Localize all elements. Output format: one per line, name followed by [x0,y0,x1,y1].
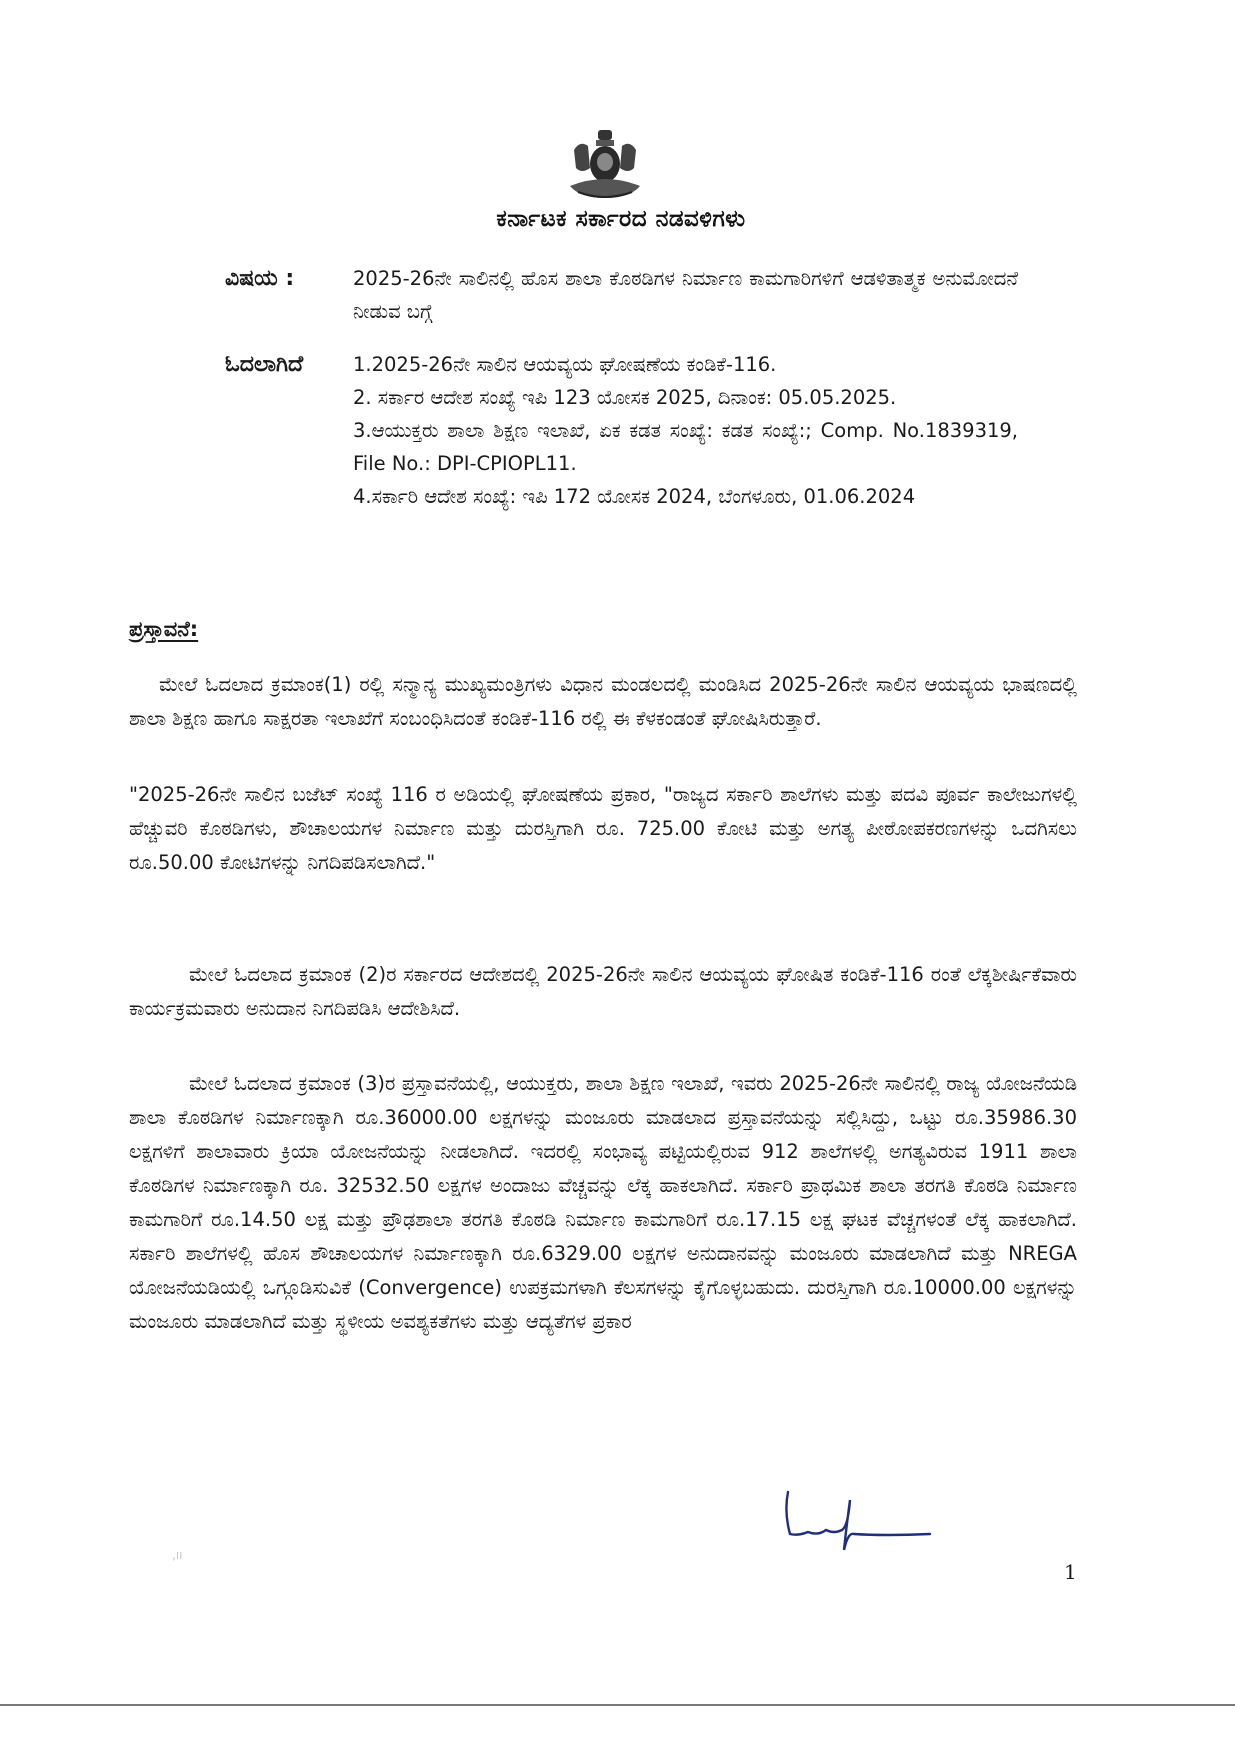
reference-item: 2. ಸರ್ಕಾರ ಆದೇಶ ಸಂಖ್ಯೆ ಇಪಿ 123 ಯೋಸಕ 2025, ದಿನಾಂಕ: 05.05.2025. [353,386,897,409]
subject-text: 2025-26ನೇ ಸಾಲಿನಲ್ಲಿ ಹೊಸ ಶಾಲಾ ಕೊಠಡಿಗಳ ನಿರ್ಮಾಣ ಕಾಮಗಾರಿಗಳಿಗೆ ಆಡಳಿತಾತ್ಮಕ ಅನುಮೋದನೆ ನೀಡುವ ಬಗ್ಗೆ [353,267,1018,323]
footer-divider [0,1704,1235,1706]
karnataka-emblem-icon [560,128,650,206]
subject-label: ವಿಷಯ : [225,266,295,291]
references-label: ಓದಲಾಗಿದೆ [225,352,304,377]
page-number: 1 [1064,1560,1077,1584]
reference-item: 3.ಆಯುಕ್ತರು ಶಾಲಾ ಶಿಕ್ಷಣ ಇಲಾಖೆ, ಏಕ ಕಡತ ಸಂಖ್ಯೆ: ಕಡತ ಸಂಖ್ಯೆ:; Comp. No.1839319, File No.: DPI-CPIOPL11. [353,419,1018,475]
budget-quote-paragraph [129,778,1077,880]
document-heading: ಕರ್ನಾಟಕ ಸರ್ಕಾರದ ನಡವಳಿಗಳು [496,206,746,232]
paragraph-text: "2025-26ನೇ ಸಾಲಿನ ಬಜೆಟ್ ಸಂಖ್ಯೆ 116 ರ ಅಡಿಯಲ್ಲಿ ಘೋಷಣೆಯ ಪ್ರಕಾರ, "ರಾಜ್ಯದ ಸರ್ಕಾರಿ ಶಾಲೆಗಳು ಮತ್ತು ಪದವಿ ಪೂರ್ವ ಕಾಲೇಜುಗಳಲ್ಲಿ ಹೆಚ್ಚುವರಿ ಕೊಠಡಿಗಳು, ಶೌಚಾಲಯಗಳ ನಿರ್ಮಾಣ ಮತ್ತು ದುರಸ್ತಿಗಾಗಿ ರೂ. 725.00 ಕೋಟಿ ಮತ್ತು ಅಗತ್ಯ ಪೀಠೋಪಕರಣಗಳನ್ನು ಒದಗಿಸಲು ರೂ.50.00 ಕೋಟಿಗಳನ್ನು ನಿಗದಿಪಡಿಸಲಾಗಿದೆ." [129,783,1077,874]
preamble-paragraph [129,958,1077,1026]
paragraph-text: ಮೇಲೆ ಓದಲಾದ ಕ್ರಮಾಂಕ (3)ರ ಪ್ರಸ್ತಾವನೆಯಲ್ಲಿ, ಆಯುಕ್ತರು, ಶಾಲಾ ಶಿಕ್ಷಣ ಇಲಾಖೆ, ಇವರು 2025-26ನೇ ಸಾಲಿನಲ್ಲಿ ರಾಜ್ಯ ಯೋಜನೆಯಡಿ ಶಾಲಾ ಕೊಠಡಿಗಳ ನಿರ್ಮಾಣಕ್ಕಾಗಿ ರೂ.36000.00 ಲಕ್ಷಗಳನ್ನು ಮಂಜೂರು ಮಾಡಲಾದ ಪ್ರಸ್ತಾವನೆಯನ್ನು ಸಲ್ಲಿಸಿದ್ದು, ಒಟ್ಟು ರೂ.35986.30 ಲಕ್ಷಗಳಿಗೆ ಶಾಲಾವಾರು ಕ್ರಿಯಾ ಯೋಜನೆಯನ್ನು ನೀಡಲಾಗಿದೆ. ಇದರಲ್ಲಿ ಸಂಭಾವ್ಯ ಪಟ್ಟಿಯಲ್ಲಿರುವ 912 ಶಾಲೆಗಳಲ್ಲಿ ಅಗತ್ಯವಿರುವ 1911 ಶಾಲಾ ಕೊಠಡಿಗಳ ನಿರ್ಮಾಣಕ್ಕಾಗಿ ರೂ. 32532.50 ಲಕ್ಷಗಳ ಅಂದಾಜು ವೆಚ್ಚವನ್ನು ಲೆಕ್ಕ ಹಾಕಲಾಗಿದೆ. ಸರ್ಕಾರಿ ಪ್ರಾಥಮಿಕ ಶಾಲಾ ತರಗತಿ ಕೊಠಡಿ ನಿರ್ಮಾಣ ಕಾಮಗಾರಿಗೆ ರೂ.14.50 ಲಕ್ಷ ಮತ್ತು ಪ್ರೌಢಶಾಲಾ ತರಗತಿ ಕೊಠಡಿ ನಿರ್ಮಾಣ ಕಾಮಗಾರಿಗೆ ರೂ.17.15 ಲಕ್ಷ ಘಟಕ ವೆಚ್ಚಗಳಂತೆ ಲೆಕ್ಕ ಹಾಕಲಾಗಿದೆ. ಸರ್ಕಾರಿ ಶಾಲೆಗಳಲ್ಲಿ ಹೊಸ ಶೌಚಾಲಯಗಳ ನಿರ್ಮಾಣಕ್ಕಾಗಿ ರೂ.6329.00 ಲಕ್ಷಗಳ ಅನುದಾನವನ್ನು ಮಂಜೂರು ಮಾಡಲಾಗಿದೆ ಮತ್ತು NREGA ಯೋಜನೆಯಡಿಯಲ್ಲಿ ಒಗ್ಗೂಡಿಸುವಿಕೆ (Convergence) ಉಪಕ್ರಮಗಳಾಗಿ ಕೆಲಸಗಳನ್ನು ಕೈಗೊಳ್ಳಬಹುದು. ದುರಸ್ತಿಗಾಗಿ ರೂ.10000.00 ಲಕ್ಷಗಳನ್ನು ಮಂಜೂರು ಮಾಡಲಾಗಿದೆ ಮತ್ತು ಸ್ಥಳೀಯ ಅವಶ್ಯಕತೆಗಳು ಮತ್ತು ಆದ್ಯತೆಗಳ ಪ್ರಕಾರ [129,1072,1077,1333]
preamble-heading: ಪ್ರಸ್ತಾವನೆ: [129,617,199,641]
preamble-paragraph [129,668,1077,736]
paragraph-text: ಮೇಲೆ ಓದಲಾದ ಕ್ರಮಾಂಕ (2)ರ ಸರ್ಕಾರದ ಆದೇಶದಲ್ಲಿ 2025-26ನೇ ಸಾಲಿನ ಆಯವ್ಯಯ ಘೋಷಿತ ಕಂಡಿಕೆ-116 ರಂತೆ ಲೆಕ್ಕಶೀರ್ಷಿಕೆವಾರು ಕಾರ್ಯಕ್ರಮವಾರು ಅನುದಾನ ನಿಗದಿಪಡಿಸಿ ಆದೇಶಿಸಿದೆ. [129,963,1077,1020]
signature-icon [778,1490,1018,1560]
reference-item: 1.2025-26ನೇ ಸಾಲಿನ ಆಯವ್ಯಯ ಘೋಷಣೆಯ ಕಂಡಿಕೆ-116. [353,353,777,376]
preamble-paragraph [129,1067,1077,1339]
references-list [353,348,1018,513]
reference-item: 4.ಸರ್ಕಾರಿ ಆದೇಶ ಸಂಖ್ಯೆ: ಇಪಿ 172 ಯೋಸಕ 2024, ಬೆಂಗಳೂರು, 01.06.2024 [353,485,916,508]
scan-artifact: ‚ıı [172,1548,183,1562]
paragraph-text: ಮೇಲೆ ಓದಲಾದ ಕ್ರಮಾಂಕ(1) ರಲ್ಲಿ ಸನ್ಮಾನ್ಯ ಮುಖ್ಯಮಂತ್ರಿಗಳು ವಿಧಾನ ಮಂಡಲದಲ್ಲಿ ಮಂಡಿಸಿದ 2025-26ನೇ ಸಾಲಿನ ಆಯವ್ಯಯ ಭಾಷಣದಲ್ಲಿ ಶಾಲಾ ಶಿಕ್ಷಣ ಹಾಗೂ ಸಾಕ್ಷರತಾ ಇಲಾಖೆಗೆ ಸಂಬಂಧಿಸಿದಂತೆ ಕಂಡಿಕೆ-116 ರಲ್ಲಿ ಈ ಕೆಳಕಂಡಂತೆ ಘೋಷಿಸಿರುತ್ತಾರೆ. [129,673,1077,730]
